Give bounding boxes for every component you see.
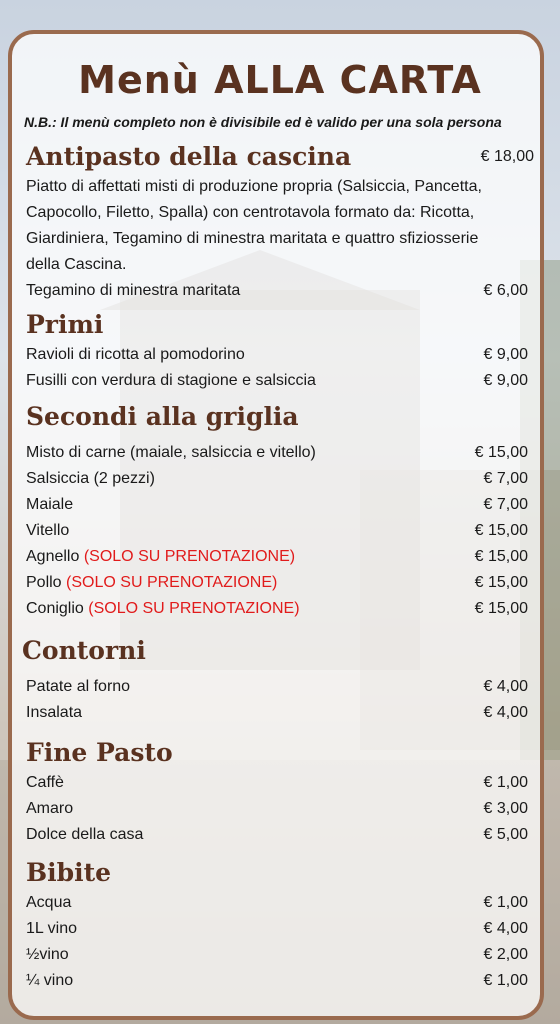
item-name-with-flag	[26, 600, 300, 618]
section-fine-pasto	[0, 736, 560, 770]
menu-item	[0, 796, 560, 822]
item-name: Misto di carne (maiale, salsiccia e vitello)	[26, 444, 316, 461]
menu-item	[0, 466, 560, 492]
item-price: € 15,00	[474, 548, 528, 565]
section-primi	[0, 308, 560, 342]
section-price: € 18,00	[480, 148, 534, 165]
item-name: ½vino	[26, 946, 69, 963]
item-price: € 4,00	[483, 920, 528, 937]
menu-item	[0, 916, 560, 942]
item-price: € 7,00	[483, 470, 528, 487]
item-name: Ravioli di ricotta al pomodorino	[26, 346, 245, 363]
item-name: Insalata	[26, 704, 83, 721]
item-name: ¼ vino	[26, 972, 74, 989]
menu-item	[0, 342, 560, 368]
item-price: € 15,00	[474, 444, 528, 461]
item-price: € 9,00	[483, 372, 528, 389]
item-price: € 1,00	[483, 774, 528, 791]
menu-item	[0, 770, 560, 796]
item-name: Pollo	[26, 574, 62, 591]
item-price: € 4,00	[483, 704, 528, 721]
reservation-flag: (SOLO SU PRENOTAZIONE)	[88, 600, 300, 617]
item-price: € 15,00	[474, 522, 528, 539]
menu-item	[0, 278, 560, 304]
section-antipasto	[0, 140, 560, 174]
menu-item	[0, 700, 560, 726]
item-name: Coniglio	[26, 600, 84, 617]
item-name: Patate al forno	[26, 678, 131, 695]
section-description: Piatto di affettati misti di produzione propria (Salsiccia, Pancetta, Capocollo, Filetto, Spalla) con centrotavola formato da: Ricotta, Giardiniera, Tegamino di minestra maritata e quattro sfiziosserie della Cascina.	[26, 178, 482, 273]
item-name: Salsiccia (2 pezzi)	[26, 470, 155, 487]
item-name: Amaro	[26, 800, 74, 817]
menu-item	[0, 968, 560, 994]
menu-item	[0, 674, 560, 700]
item-name: Agnello	[26, 548, 80, 565]
reservation-flag: (SOLO SU PRENOTAZIONE)	[66, 574, 278, 591]
item-name: Dolce della casa	[26, 826, 144, 843]
section-bibite	[0, 856, 560, 890]
menu-item	[0, 518, 560, 544]
reservation-flag: (SOLO SU PRENOTAZIONE)	[83, 548, 296, 565]
item-price: € 1,00	[483, 972, 528, 989]
item-price: € 15,00	[474, 600, 528, 617]
menu-item	[0, 544, 560, 570]
section-title: Secondi alla griglia	[26, 402, 299, 431]
menu-item	[0, 440, 560, 466]
item-name: Acqua	[26, 894, 72, 911]
item-price: € 7,00	[483, 496, 528, 513]
item-price: € 4,00	[483, 678, 528, 695]
menu-item	[0, 570, 560, 596]
item-price: € 2,00	[483, 946, 528, 963]
menu-item	[0, 890, 560, 916]
menu-item	[0, 492, 560, 518]
item-name: Caffè	[26, 774, 64, 791]
item-name: Tegamino di minestra maritata	[26, 282, 241, 299]
item-price: € 15,00	[474, 574, 528, 591]
item-price: € 6,00	[483, 282, 528, 299]
item-name: 1L vino	[26, 920, 77, 937]
menu-item	[0, 596, 560, 622]
section-title: Antipasto della cascina	[26, 142, 352, 171]
item-name: Fusilli con verdura di stagione e salsiccia	[26, 372, 316, 389]
item-price: € 9,00	[483, 346, 528, 363]
item-name-with-flag	[26, 548, 295, 566]
menu-note: N.B.: Il menù completo non è divisibile ed è valido per una sola persona	[24, 114, 502, 130]
menu-title: Menù ALLA CARTA	[78, 58, 482, 102]
section-title: Contorni	[22, 636, 146, 665]
menu-item	[0, 942, 560, 968]
item-name: Maiale	[26, 496, 74, 513]
section-title: Bibite	[26, 858, 112, 887]
menu-item	[0, 368, 560, 394]
section-title: Primi	[26, 310, 104, 339]
section-title: Fine Pasto	[26, 738, 173, 767]
item-price: € 3,00	[483, 800, 528, 817]
item-price: € 5,00	[483, 826, 528, 843]
item-name: Vitello	[26, 522, 70, 539]
menu-content	[0, 140, 560, 994]
item-price: € 1,00	[483, 894, 528, 911]
section-contorni	[0, 634, 560, 674]
section-secondi	[0, 400, 560, 440]
menu-item	[0, 822, 560, 848]
item-name-with-flag	[26, 574, 277, 592]
